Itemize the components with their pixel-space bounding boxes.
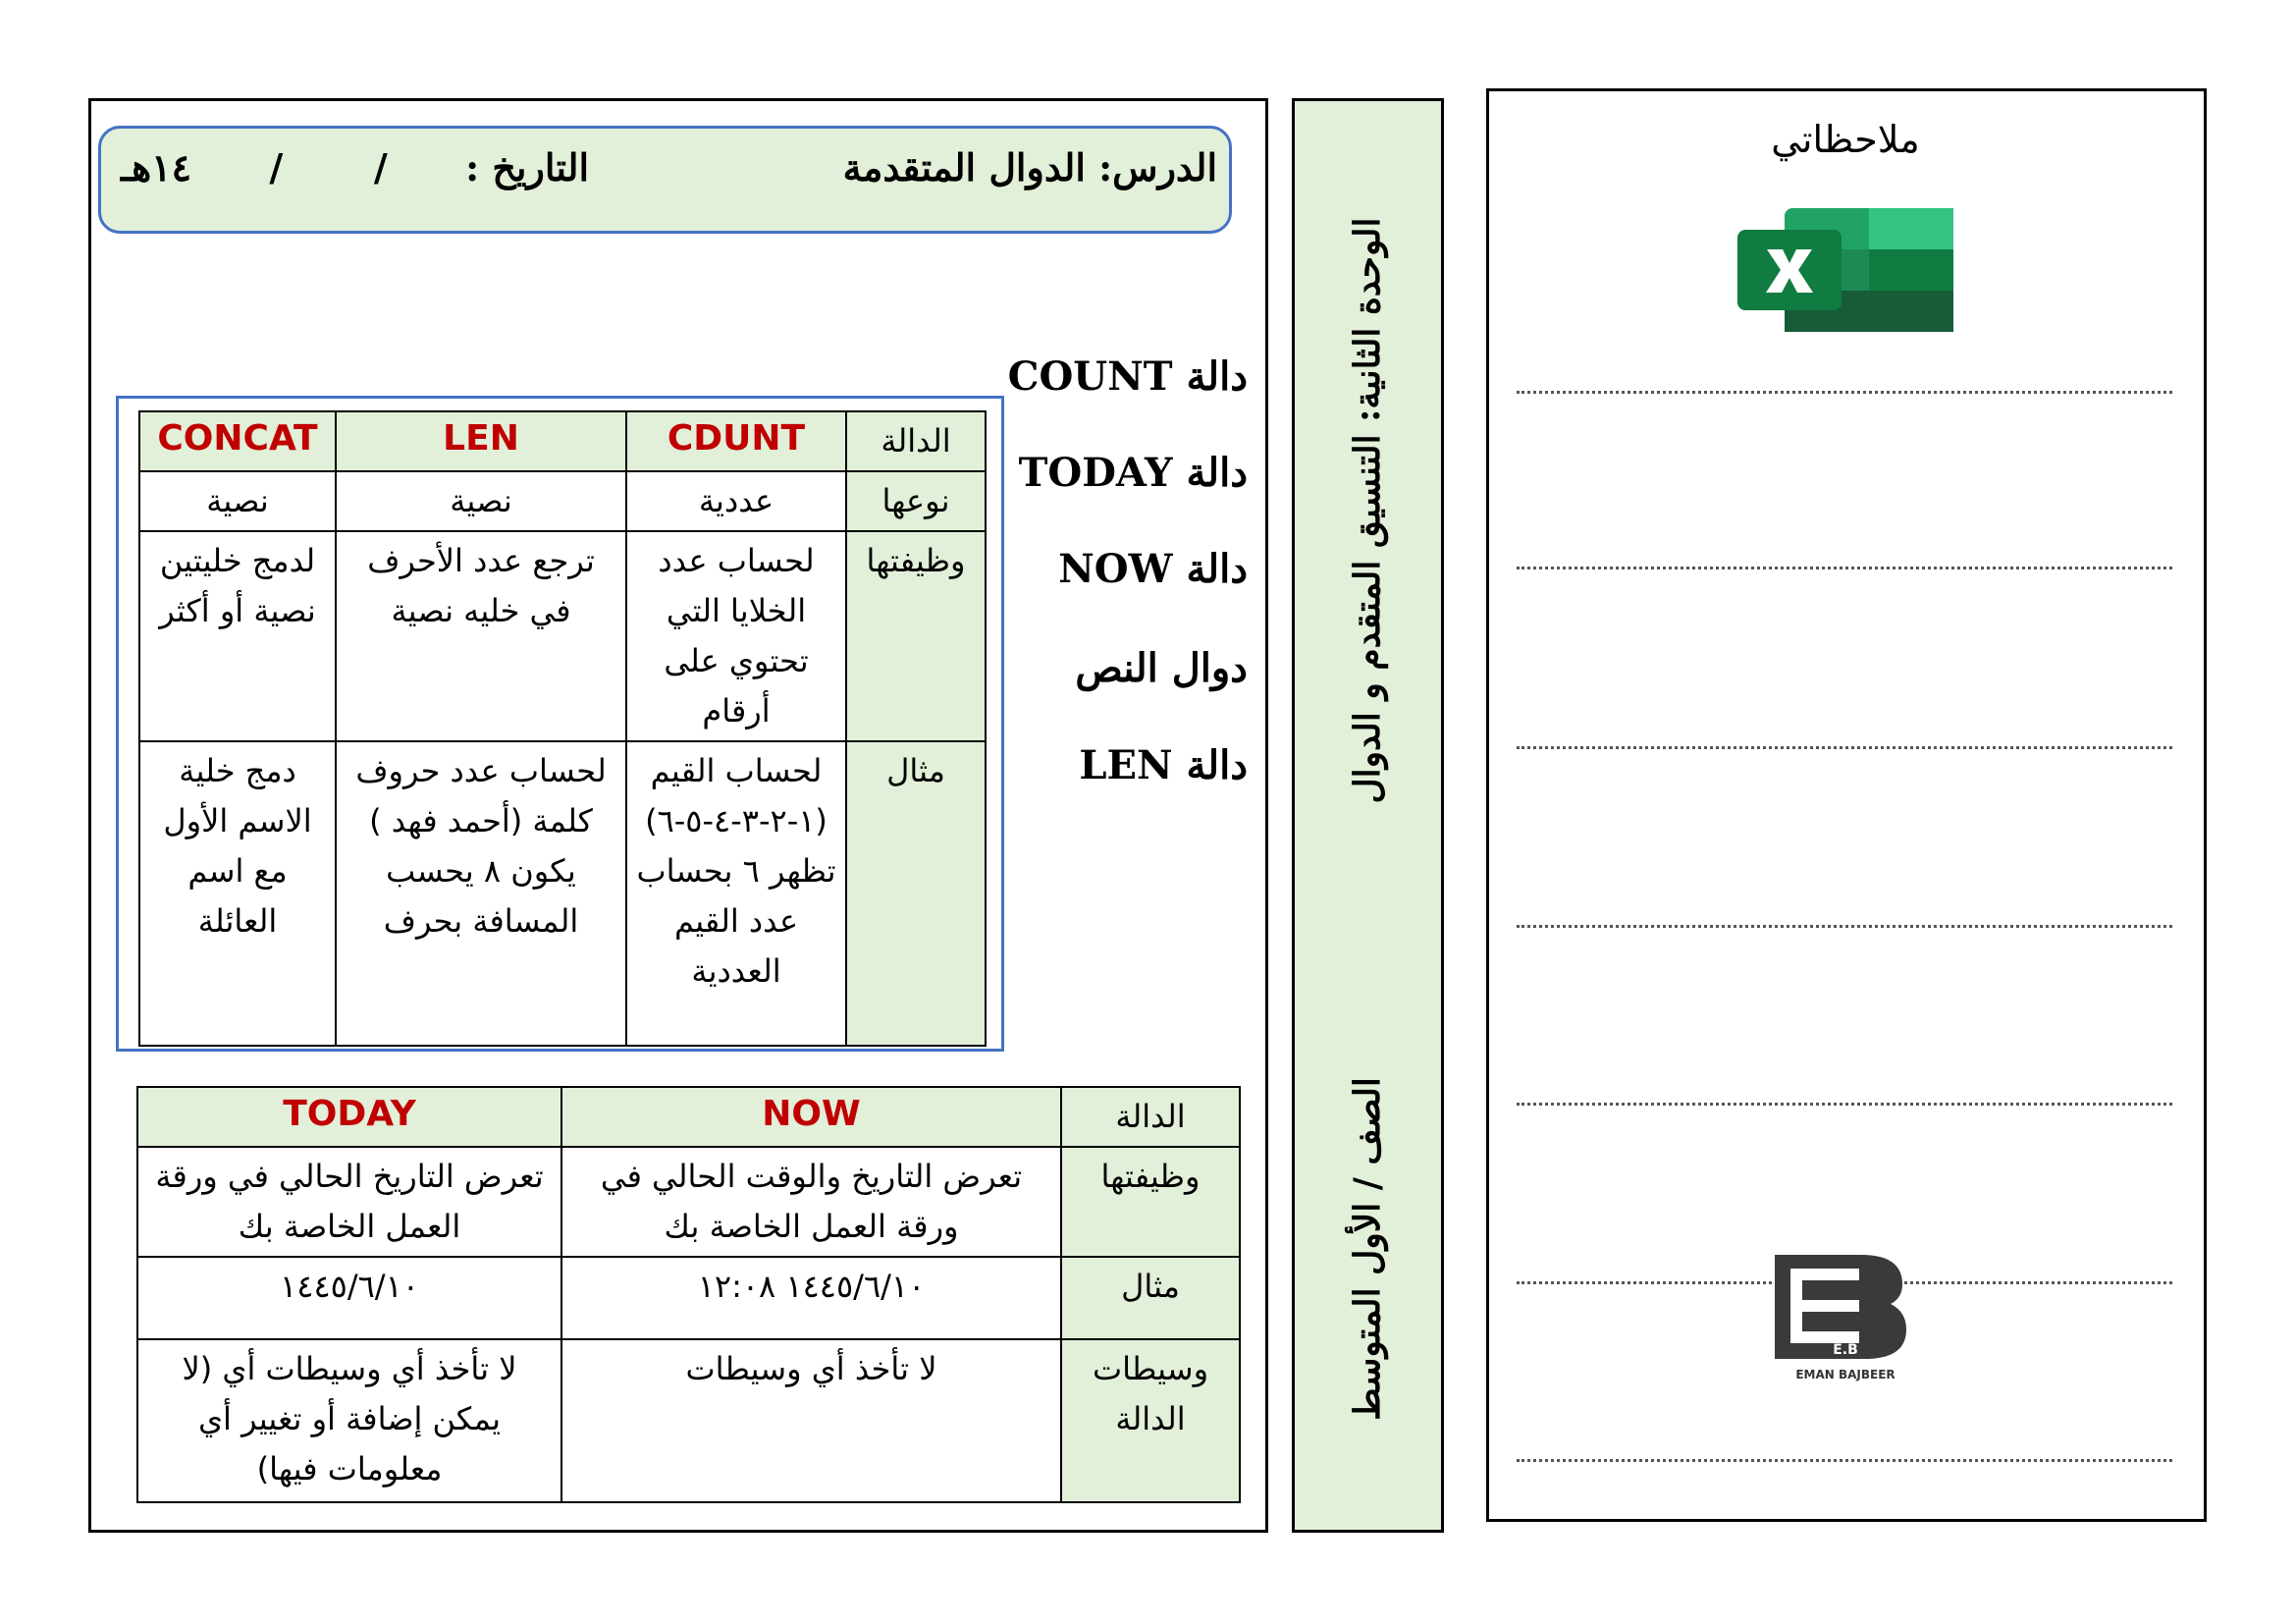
unit-title: الوحدة الثانية: التنسيق المتقدم و الدوال — [1347, 217, 1388, 804]
eb-logo-text: E.B — [1833, 1342, 1858, 1358]
function-item-count: دالة COUNT — [1007, 353, 1248, 400]
functions-table-2 — [136, 1086, 1241, 1503]
row-label-purpose: وظيفتها — [846, 531, 986, 741]
excel-logo-icon — [1737, 206, 1955, 334]
notes-line — [1517, 925, 2172, 928]
col-head-concat: CONCAT — [139, 411, 336, 471]
notes-title: ملاحظاتي — [1771, 118, 1920, 161]
function-item-now: دالة NOW — [1058, 546, 1248, 592]
col-head-today: TODAY — [137, 1087, 561, 1147]
col-head-len: LEN — [336, 411, 626, 471]
table-cell: لحساب عدد حروف كلمة (أحمد فهد ) يكون ٨ يحسب المسافة بحرف — [336, 741, 626, 1046]
table-cell: لحساب القيم (١-٢-٣-٤-٥-٦) تظهر ٦ بحساب عدد القيم العددية — [626, 741, 846, 1046]
table-cell: عددية — [626, 471, 846, 531]
row-label-example: مثال — [1061, 1257, 1240, 1339]
row-label-example: مثال — [846, 741, 986, 1046]
row-label-type: نوعها — [846, 471, 986, 531]
grade-title: الصف / الأول المتوسط — [1347, 1077, 1388, 1421]
notes-line — [1517, 1459, 2172, 1462]
notes-line — [1517, 1103, 2172, 1106]
notes-line — [1517, 567, 2172, 569]
table-cell: نصية — [336, 471, 626, 531]
table-cell: تعرض التاريخ الحالي في ورقة العمل الخاصة بك — [137, 1147, 561, 1257]
function-item-text: دوال النص — [1075, 645, 1248, 691]
date-field: التاريخ : / / ١٤هـ — [120, 145, 589, 189]
notes-line — [1517, 391, 2172, 394]
table-cell: دمج خلية الاسم الأول مع اسم العائلة — [139, 741, 336, 1046]
table-cell: لحساب عدد الخلايا التي تحتوي على أرقام — [626, 531, 846, 741]
row-label-function: الدالة — [846, 411, 986, 471]
col-head-count: CDUNT — [626, 411, 846, 471]
lesson-title: الدرس: الدوال المتقدمة — [842, 145, 1217, 189]
table-cell: ١٤٤٥/٦/١٠ ١٢:٠٨ — [561, 1257, 1061, 1339]
col-head-now: NOW — [561, 1087, 1061, 1147]
table-cell: لدمج خليتين نصية أو أكثر — [139, 531, 336, 741]
row-label-purpose: وظيفتها — [1061, 1147, 1240, 1257]
table-cell: ترجع عدد الأحرف في خليه نصية — [336, 531, 626, 741]
eb-logo-caption: EMAN BAJBEER — [1795, 1368, 1896, 1381]
table-cell: ١٤٤٥/٦/١٠ — [137, 1257, 561, 1339]
eb-logo-icon — [1767, 1247, 1924, 1384]
row-label-function: الدالة — [1061, 1087, 1240, 1147]
row-label-arguments: وسيطات الدالة — [1061, 1339, 1240, 1502]
table-cell: لا تأخذ أي وسيطات أي (لا يمكن إضافة أو تغيير أي معلومات فيها) — [137, 1339, 561, 1502]
function-item-today: دالة TODAY — [1018, 450, 1248, 496]
table-cell: تعرض التاريخ والوقت الحالي في ورقة العمل الخاصة بك — [561, 1147, 1061, 1257]
function-item-len: دالة LEN — [1079, 742, 1248, 788]
notes-line — [1517, 746, 2172, 749]
table-cell: نصية — [139, 471, 336, 531]
functions-table-1 — [138, 410, 987, 1047]
table-cell: لا تأخذ أي وسيطات — [561, 1339, 1061, 1502]
